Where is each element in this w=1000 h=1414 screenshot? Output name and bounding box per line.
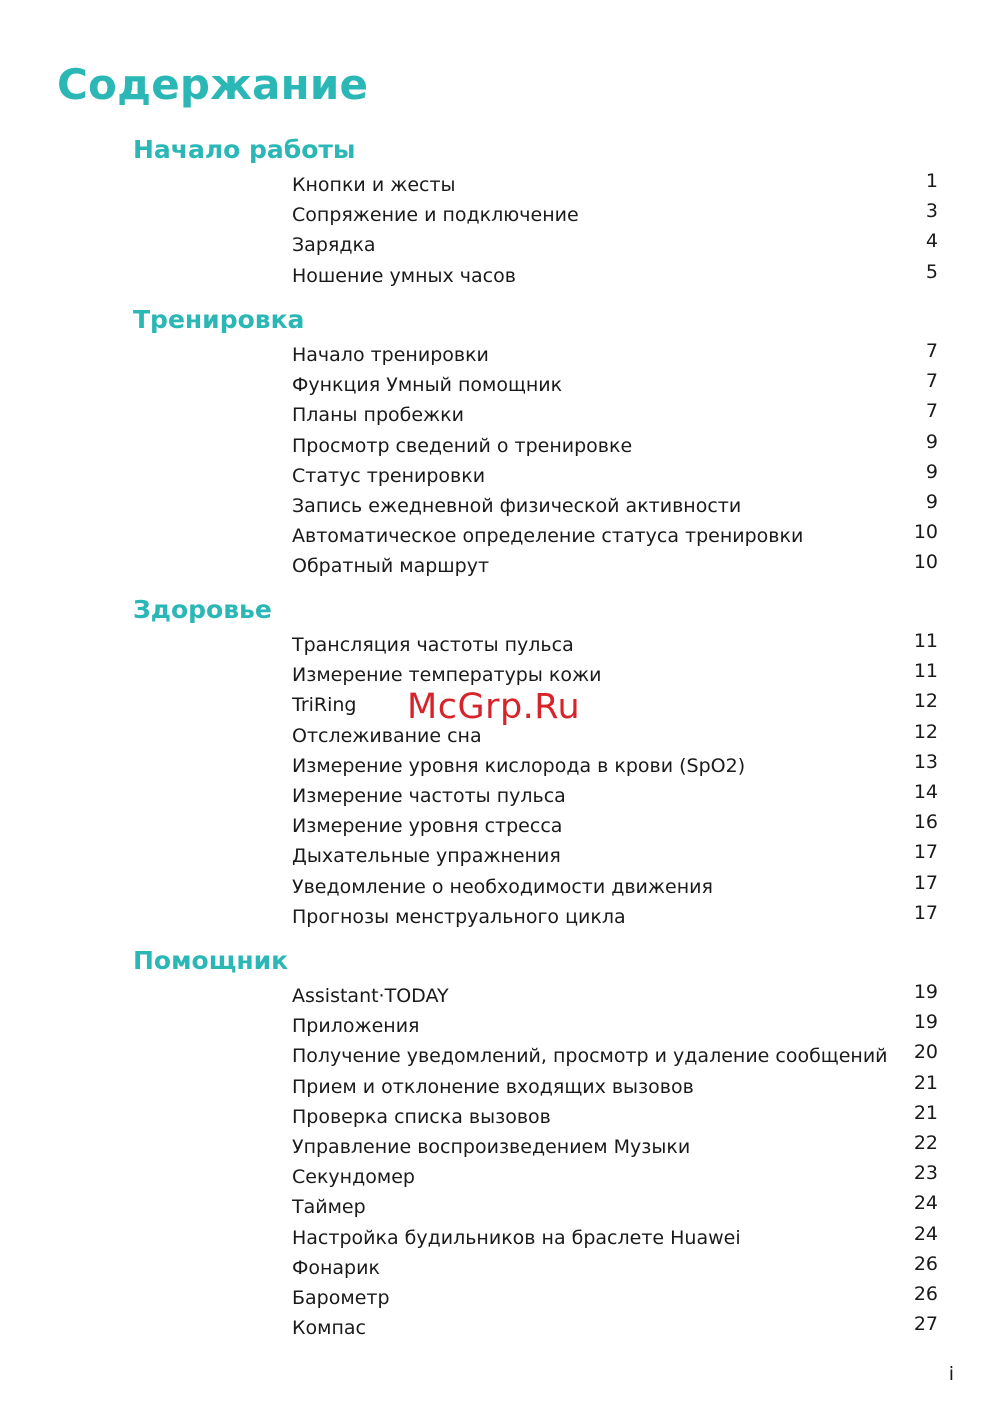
toc-entry-label: Отслеживание сна bbox=[292, 724, 482, 747]
toc-entry-page: 9 bbox=[925, 490, 938, 513]
toc-entry-label: Проверка списка вызовов bbox=[292, 1105, 551, 1128]
toc-entry-label: Приложения bbox=[292, 1015, 420, 1038]
toc-entry-page: 19 bbox=[913, 1011, 938, 1034]
toc-entry[interactable] bbox=[0, 169, 1000, 199]
section-title: Здоровье bbox=[133, 595, 272, 624]
toc-entry-label: Измерение уровня кислорода в крови (SpO2) bbox=[292, 754, 746, 777]
toc-entry-label: Функция Умный помощник bbox=[292, 374, 563, 397]
toc-entry-page: 7 bbox=[925, 370, 938, 393]
toc-entry-label: Просмотр сведений о тренировке bbox=[292, 434, 633, 457]
toc-list bbox=[0, 169, 1000, 290]
toc-entry-page: 19 bbox=[913, 981, 938, 1003]
toc-entry-page: 12 bbox=[913, 720, 938, 743]
toc-entry-page: 16 bbox=[913, 811, 938, 834]
toc-entry-label: Assistant·TODAY bbox=[292, 985, 449, 1007]
toc-entry[interactable] bbox=[0, 901, 1000, 931]
toc-entry[interactable] bbox=[0, 780, 1000, 810]
toc-entry[interactable] bbox=[0, 1101, 1000, 1131]
section-title: Начало работы bbox=[133, 135, 356, 164]
toc-entry-label: Настройка будильников на браслете Huawei bbox=[292, 1226, 741, 1249]
toc-entry-page: 11 bbox=[913, 660, 938, 683]
page-number: i bbox=[948, 1363, 954, 1385]
toc-entry[interactable] bbox=[0, 1131, 1000, 1161]
toc-entry-label: Ношение умных часов bbox=[292, 264, 516, 287]
toc-entry[interactable] bbox=[0, 1040, 1000, 1070]
toc-entry-page: 17 bbox=[913, 841, 938, 864]
toc-entry[interactable] bbox=[0, 1312, 1000, 1342]
toc-entry-label: Зарядка bbox=[292, 234, 376, 257]
toc-entry[interactable] bbox=[0, 659, 1000, 689]
toc-entry-page: 26 bbox=[913, 1252, 938, 1275]
toc-entry-page: 7 bbox=[925, 340, 938, 362]
toc-entry[interactable] bbox=[0, 229, 1000, 259]
toc-entry-label: Прогнозы менструального цикла bbox=[292, 905, 626, 928]
toc-entry-label: Кнопки и жесты bbox=[292, 174, 456, 196]
toc-entry[interactable] bbox=[0, 260, 1000, 290]
toc-entry-page: 9 bbox=[925, 430, 938, 453]
toc-entry-page: 17 bbox=[913, 871, 938, 894]
toc-list bbox=[0, 339, 1000, 581]
toc-entry[interactable] bbox=[0, 1010, 1000, 1040]
toc-entry-page: 9 bbox=[925, 460, 938, 483]
section-title: Тренировка bbox=[133, 305, 305, 334]
section-title: Помощник bbox=[133, 946, 289, 975]
toc-entry-page: 21 bbox=[913, 1101, 938, 1124]
toc-entry[interactable] bbox=[0, 430, 1000, 460]
toc-entry[interactable] bbox=[0, 1282, 1000, 1312]
toc-entry-label: TriRing bbox=[292, 694, 357, 717]
toc-entry-label: Дыхательные упражнения bbox=[292, 845, 561, 868]
toc-entry[interactable] bbox=[0, 199, 1000, 229]
toc-list bbox=[0, 629, 1000, 931]
toc-entry[interactable] bbox=[0, 750, 1000, 780]
toc-entry-label: Сопряжение и подключение bbox=[292, 204, 579, 227]
toc-entry[interactable] bbox=[0, 339, 1000, 369]
toc-entry[interactable] bbox=[0, 550, 1000, 580]
toc-entry-page: 13 bbox=[913, 750, 938, 773]
toc-entry-page: 4 bbox=[925, 230, 938, 253]
toc-entry-label: Измерение уровня стресса bbox=[292, 815, 563, 838]
toc-entry-page: 11 bbox=[913, 630, 938, 652]
toc-entry[interactable] bbox=[0, 1071, 1000, 1101]
toc-entry-label: Статус тренировки bbox=[292, 464, 486, 487]
toc-entry-label: Начало тренировки bbox=[292, 344, 489, 366]
toc-entry-page: 10 bbox=[913, 521, 938, 544]
toc-entry-page: 12 bbox=[913, 690, 938, 713]
toc-entry[interactable] bbox=[0, 1161, 1000, 1191]
toc-entry-page: 7 bbox=[925, 400, 938, 423]
toc-entry-label: Планы пробежки bbox=[292, 404, 464, 427]
toc-entry[interactable] bbox=[0, 629, 1000, 659]
toc-entry-page: 10 bbox=[913, 551, 938, 574]
toc-entry[interactable] bbox=[0, 1191, 1000, 1221]
toc-entry[interactable] bbox=[0, 369, 1000, 399]
toc-entry-label: Уведомление о необходимости движения bbox=[292, 875, 713, 898]
toc-entry[interactable] bbox=[0, 399, 1000, 429]
toc-entry-page: 21 bbox=[913, 1071, 938, 1094]
toc-entry-page: 26 bbox=[913, 1282, 938, 1305]
toc-entry-label: Таймер bbox=[292, 1196, 366, 1219]
page-title: Содержание bbox=[57, 60, 369, 109]
toc-entry-label: Барометр bbox=[292, 1286, 390, 1309]
toc-entry-page: 1 bbox=[925, 170, 938, 192]
toc-entry-label: Трансляция частоты пульса bbox=[292, 634, 574, 656]
toc-entry[interactable] bbox=[0, 1252, 1000, 1282]
toc-entry-label: Запись ежедневной физической активности bbox=[292, 494, 742, 517]
toc-entry-page: 3 bbox=[925, 200, 938, 223]
toc-entry-label: Компас bbox=[292, 1317, 366, 1340]
toc-entry-page: 5 bbox=[925, 260, 938, 283]
toc-entry-label: Обратный маршрут bbox=[292, 555, 490, 578]
toc-entry-page: 24 bbox=[913, 1192, 938, 1215]
toc-entry-page: 20 bbox=[913, 1041, 938, 1064]
toc-entry-page: 24 bbox=[913, 1222, 938, 1245]
toc-entry-label: Получение уведомлений, просмотр и удаление сообщений bbox=[292, 1045, 888, 1068]
toc-entry-label: Прием и отклонение входящих вызовов bbox=[292, 1075, 694, 1098]
toc-entry-label: Автоматическое определение статуса тренировки bbox=[292, 525, 804, 548]
toc-entry[interactable] bbox=[0, 980, 1000, 1010]
toc-entry[interactable] bbox=[0, 810, 1000, 840]
toc-entry[interactable] bbox=[0, 490, 1000, 520]
toc-entry-label: Фонарик bbox=[292, 1256, 380, 1279]
toc-entry-label: Измерение температуры кожи bbox=[292, 664, 602, 687]
toc-entry-page: 14 bbox=[913, 780, 938, 803]
toc-entry-label: Измерение частоты пульса bbox=[292, 784, 566, 807]
toc-entry-label: Секундомер bbox=[292, 1166, 415, 1189]
toc-entry-label: Управление воспроизведением Музыки bbox=[292, 1135, 691, 1158]
toc-entry-page: 17 bbox=[913, 901, 938, 924]
toc-entry[interactable] bbox=[0, 871, 1000, 901]
toc-entry-page: 27 bbox=[913, 1313, 938, 1336]
toc-entry[interactable] bbox=[0, 520, 1000, 550]
watermark: McGrp.Ru bbox=[407, 687, 581, 727]
toc-entry[interactable] bbox=[0, 1222, 1000, 1252]
toc-entry-page: 23 bbox=[913, 1162, 938, 1185]
toc-list bbox=[0, 980, 1000, 1342]
toc-entry-page: 22 bbox=[913, 1131, 938, 1154]
toc-entry[interactable] bbox=[0, 840, 1000, 870]
toc-entry[interactable] bbox=[0, 460, 1000, 490]
